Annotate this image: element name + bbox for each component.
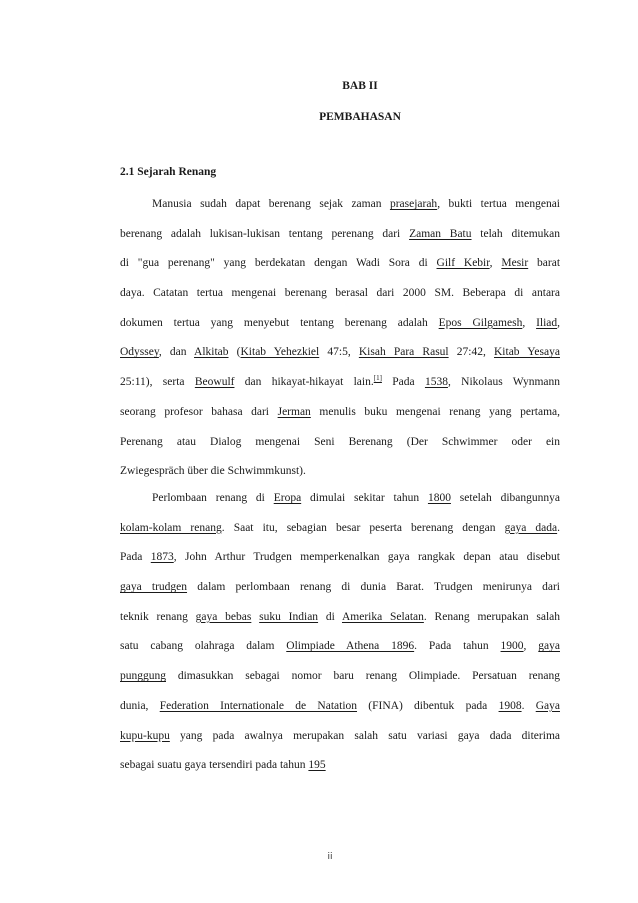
hyperlink[interactable]: kupu-kupu: [120, 729, 170, 742]
hyperlink[interactable]: prasejarah: [389, 198, 438, 210]
text-run: .: [557, 521, 560, 534]
hyperlink[interactable]: Gilf Kebir: [436, 257, 490, 270]
text-run: dunia,: [120, 699, 160, 712]
text-line: [120, 398, 560, 428]
text-run: . Saat itu, sebagian besar peserta berenang dengan: [221, 521, 505, 534]
hyperlink[interactable]: gaya bebas: [195, 610, 252, 623]
hyperlink[interactable]: Kitab Yehezkiel: [240, 346, 320, 359]
text-run: .: [521, 699, 536, 712]
text-line: [120, 249, 560, 279]
hyperlink[interactable]: gaya dada: [504, 521, 558, 534]
hyperlink[interactable]: Epos Gilgamesh: [438, 316, 523, 329]
text-run: , Nikolaus Wynmann: [447, 376, 560, 389]
text-line: [120, 190, 560, 220]
hyperlink[interactable]: Mesir: [501, 257, 529, 270]
text-run: di: [318, 610, 342, 623]
text-line: [120, 457, 560, 487]
hyperlink[interactable]: 1800: [427, 492, 451, 504]
text-run: ,: [522, 316, 537, 329]
text-run: sebagai suatu gaya tersendiri pada tahun: [120, 759, 309, 772]
text-run: Pada: [381, 376, 425, 389]
text-run: berenang adalah lukisan-lukisan tentang perenang dari: [120, 227, 410, 240]
text-line: [120, 484, 560, 514]
paragraph-history: [120, 190, 560, 487]
text-run: di "gua perenang" yang berdekatan dengan Wadi Sora di: [120, 257, 437, 270]
hyperlink[interactable]: 195: [308, 759, 326, 772]
hyperlink[interactable]: kolam-kolam renang: [120, 521, 222, 534]
text-run: telah ditemukan: [471, 227, 560, 240]
text-run: teknik renang: [120, 610, 196, 623]
text-run: dalam perlombaan renang di dunia Barat. Trudgen menirunya dari: [187, 581, 560, 594]
text-run: (: [228, 346, 241, 359]
text-run: Manusia sudah dapat berenang sejak zaman: [152, 198, 390, 210]
text-run: seorang profesor bahasa dari: [120, 405, 278, 418]
text-run: 27:42,: [448, 346, 494, 359]
hyperlink[interactable]: 1538: [424, 376, 448, 389]
text-run: , bukti tertua mengenai: [437, 198, 560, 210]
text-line: [120, 573, 560, 603]
text-run: daya. Catatan tertua mengenai berenang berasal dari 2000 SM. Beberapa di antara: [120, 287, 560, 300]
text-run: (FINA) dibentuk pada: [357, 699, 499, 712]
hyperlink[interactable]: Kisah Para Rasul: [358, 346, 449, 359]
text-line: [120, 220, 560, 250]
hyperlink[interactable]: Amerika Selatan: [341, 610, 424, 623]
chapter-title: PEMBAHASAN: [319, 111, 401, 123]
text-line: [120, 692, 560, 722]
text-run: satu cabang olahraga dalam: [120, 640, 287, 653]
hyperlink[interactable]: 1900: [500, 640, 524, 653]
chapter-heading: BAB II: [342, 80, 378, 92]
text-run: Perlombaan renang di: [152, 492, 274, 504]
text-line: [120, 309, 560, 339]
hyperlink[interactable]: Jerman: [277, 405, 311, 418]
hyperlink[interactable]: suku Indian: [259, 610, 319, 623]
hyperlink[interactable]: Alkitab: [194, 346, 229, 359]
text-run: ,: [523, 640, 539, 653]
footnote-link[interactable]: [1]: [373, 374, 382, 383]
hyperlink[interactable]: gaya: [538, 640, 560, 653]
text-run: Perenang atau Dialog mengenai Seni Berenang (Der Schwimmer oder ein: [120, 435, 560, 448]
text-run: dan hikayat-hikayat lain.: [234, 376, 374, 389]
text-line: [120, 514, 560, 544]
text-run: yang pada awalnya merupakan salah satu variasi gaya dada diterima: [169, 729, 560, 742]
text-run: menulis buku mengenai renang yang pertama,: [310, 405, 560, 418]
hyperlink[interactable]: gaya trudgen: [120, 581, 188, 594]
paragraph-competition: [120, 484, 560, 781]
hyperlink[interactable]: Olimpiade Athena 1896: [286, 640, 415, 653]
text-run: [251, 611, 259, 623]
hyperlink[interactable]: Kitab Yesaya: [494, 346, 560, 359]
text-run: ,: [557, 316, 560, 329]
hyperlink[interactable]: Eropa: [273, 492, 302, 504]
text-run: 25:11), serta: [120, 376, 195, 389]
text-run: dimasukkan sebagai nomor baru renang Olimpiade. Persatuan renang: [166, 670, 560, 683]
text-line: [120, 722, 560, 752]
hyperlink[interactable]: 1908: [498, 699, 522, 712]
text-run: . Renang merupakan salah: [423, 610, 560, 623]
text-line: [120, 279, 560, 309]
text-run: dokumen tertua yang menyebut tentang berenang adalah: [120, 316, 439, 329]
text-line: [120, 368, 560, 398]
text-line: [120, 751, 560, 781]
text-run: , John Arthur Trudgen memperkenalkan gaya rangkak depan atau disebut: [173, 551, 560, 564]
text-line: [120, 543, 560, 573]
text-run: barat: [528, 257, 560, 270]
text-line: [120, 603, 560, 633]
text-line: [120, 632, 560, 662]
hyperlink[interactable]: Iliad: [536, 316, 558, 329]
section-title: 2.1 Sejarah Renang: [120, 166, 217, 178]
text-run: Zwiegespräch über die Schwimmkunst).: [120, 465, 306, 478]
hyperlink[interactable]: punggung: [120, 670, 166, 683]
text-run: ,: [489, 257, 502, 270]
hyperlink[interactable]: Gaya: [535, 699, 560, 712]
text-line: [120, 338, 560, 368]
text-line: [120, 428, 560, 458]
hyperlink[interactable]: Federation Internationale de Natation: [159, 699, 358, 712]
text-run: , dan: [158, 346, 195, 359]
text-run: setelah dibangunnya: [450, 492, 560, 504]
hyperlink[interactable]: Zaman Batu: [409, 227, 472, 240]
hyperlink[interactable]: Beowulf: [194, 376, 235, 389]
text-run: 47:5,: [319, 346, 359, 359]
text-run: Pada: [120, 551, 151, 564]
hyperlink[interactable]: 1873: [150, 551, 174, 564]
page-number: ii: [327, 852, 333, 862]
text-run: . Pada tahun: [414, 640, 501, 653]
text-line: [120, 662, 560, 692]
text-run: dimulai sekitar tahun: [301, 492, 428, 504]
hyperlink[interactable]: Odyssey: [120, 346, 159, 359]
